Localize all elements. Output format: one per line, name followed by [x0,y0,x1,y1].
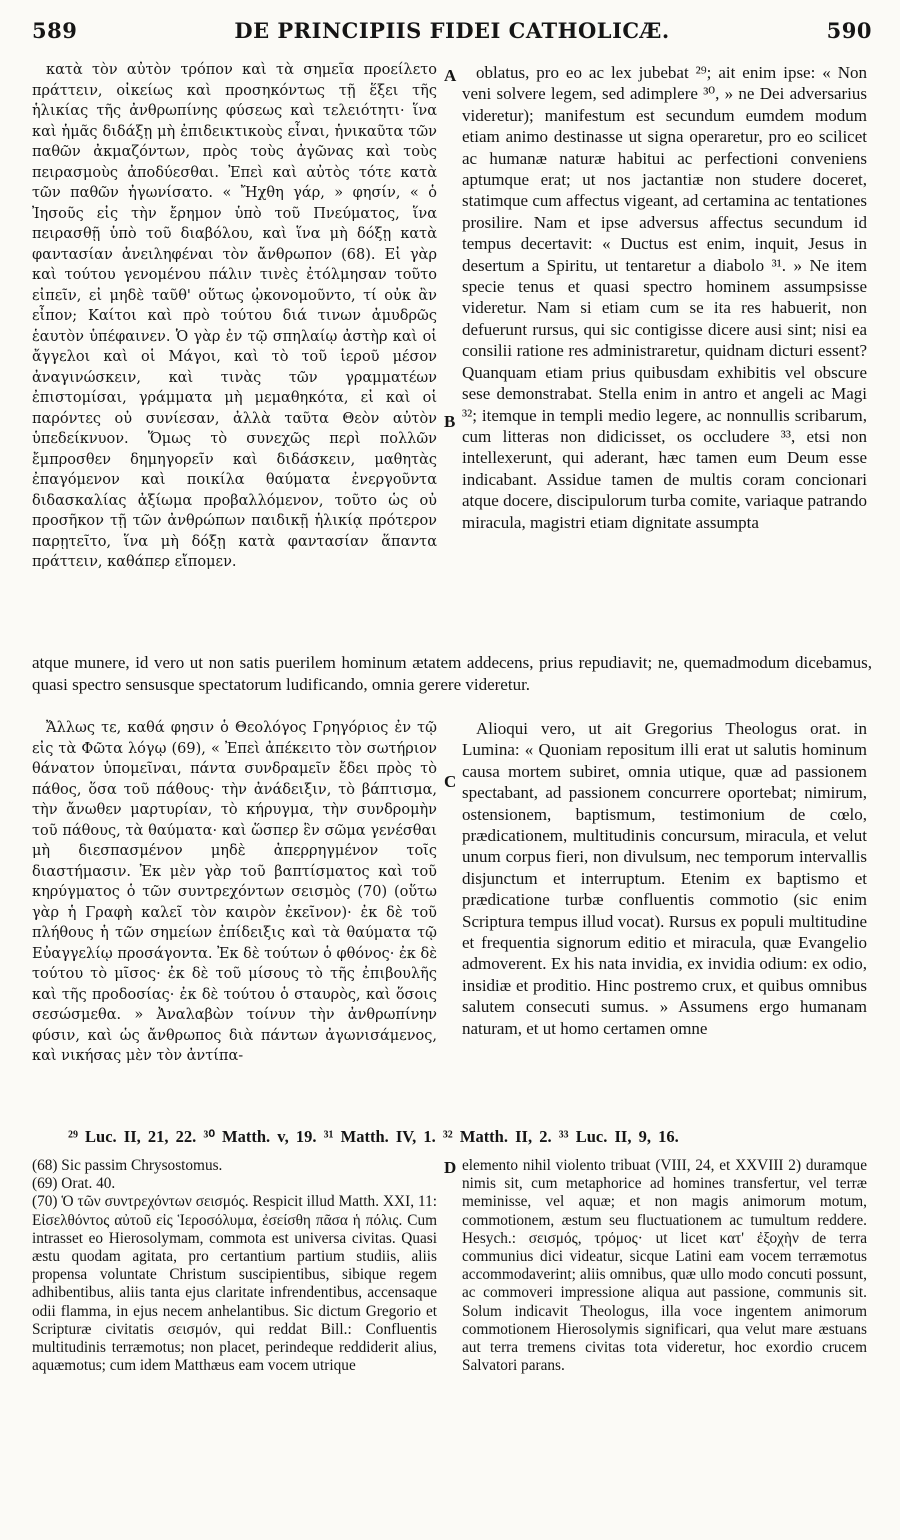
margin-marker-c: C [444,772,457,791]
page-number-right: 590 [826,18,872,43]
greek-column-2 [32,718,437,1113]
footnotes-left [32,1157,437,1512]
greek-text-1: κατὰ τὸν αὐτὸν τρόπον καὶ τὰ σημεῖα προείλετο πράττειν, οἰκείως καὶ προσηκόντως τῇ ἕξει τῆς ἡλικίας τῆς ἀνθρωπίνης φύσεως καὶ τελειότητι· ἵνα καὶ ἡμᾶς διδάξῃ μὴ ἐπιδεικτικοὺς εἶναι, ἡνικαῦτα τῶν παθῶν ἀκμαζόντων, πρὸς τοὺς ἀγῶνας καὶ τοὺς πειρασμοὺς ἀποδύεσθαι. Ἐπεὶ καὶ αὐτὸς τότε κατὰ τῶν παθῶν ἠγωνίσατο. « Ἤχθη γάρ, » φησίν, « ὁ Ἰησοῦς εἰς τὴν ἔρημον ὑπὸ τοῦ Πνεύματος, ἵνα πειρασθῇ ὑπὸ τοῦ διαβόλου, καὶ ἵνα μὴ δόξῃ κατὰ φαντασίαν ἀνειληφέναι τὸν ἄνθρωπον (68). Εἰ γὰρ καὶ τούτου γενομένου πάλιν τινὲς ἐτόλμησαν τοῦτο εἰπεῖν, εἰ μηδὲ ταῦθ' οὕτως ᾠκονομοῦντο, τί οὐκ ἂν εἶπον; Καίτοι καὶ πρὸ τούτου διά τινων ἀμυδρῶς ἑαυτὸν ὑπέφαινεν. Ὁ γὰρ ἐν τῷ σπηλαίῳ ἀστὴρ καὶ οἱ ἄγγελοι καὶ οἱ Μάγοι, καὶ τὸ τοῦ ἱεροῦ μέσον ἀναγινώσκειν, καὶ τινὰς τῶν γραμματέων ἐπιστομίσαι, γράμματα μὴ μεμαθηκότα, εἰ καὶ οἱ παρόντες οὐ συνίεσαν, ἀλλὰ ταῦτα Θεὸν αὐτὸν ὑπεδείκνυον. Ὅμως τὸ συνεχῶς περὶ πολλῶν ἔμπροσθεν δημηγορεῖν καὶ διδάσκειν, μαθητὰς ἐπαγόμενον καὶ ποικίλα θαύματα ἐνεργοῦντα διδασκαλίας ἀξίωμα προβαλλόμενον, τοῦτο ὡς οὐ προσῆκον τῇ τῶν ἀνθρώπων παιδικῇ ἡλικίᾳ πρότερον παρῃτεῖτο, ἵνα μὴ δόξῃ κατὰ φαντασίαν ἅπαντα πράττειν, καθάπερ εἴπομεν. [32,62,437,570]
greek-text-2: Ἄλλως τε, καθά φησιν ὁ Θεολόγος Γρηγόριος ἐν τῷ εἰς τὰ Φῶτα λόγῳ (69), « Ἐπεὶ ἀπέκειτο τὸν σωτήριον θάνατον ὑπομεῖναι, πάντα συνδραμεῖν ἔδει πρὸς τὸ πάθος, ὅσα τοῦ πάθους· τὴν ἀνάδειξιν, τὸ βάπτισμα, τὴν ἄνωθεν μαρτυρίαν, τὸ κήρυγμα, τὴν συνδρομὴν τοῦ πάθους, τὰ θαύματα· καὶ ὥσπερ ἓν σῶμα γενέσθαι μὴ διεσπασμένον μηδὲ ἀπερρηγμένον τοῖς διαστήμασιν. Ἐκ μὲν γὰρ τοῦ βαπτίσματος καὶ τοῦ κηρύγματος ὁ τῶν συντρεχόντων σεισμὸς (70) (οὕτω γὰρ ἡ Γραφὴ καλεῖ τὸν καιρὸν ἐκεῖνον)· ἐκ δὲ τοῦ πλήθους ἡ τῶν σημείων ἐπίδειξις καὶ τὰ θαύματα τῷ Εὐαγγελίῳ προσάγοντα. Ἐκ δὲ τούτων ὁ φθόνος· ἐκ δὲ τούτου τὸ μῖσος· ἐκ δὲ τοῦ μίσους τὸ τῆς ἐπιβουλῆς καὶ τῆς προδοσίας· ἐκ δὲ τούτου ὁ σταυρὸς, καὶ ὅσοις σεσώσμεθα. » Ἀναλαβὼν τοίνυν τὴν ἀνθρωπίνην φύσιν, καὶ ὡς ἄνθρωπος διὰ πάντων ἀγωνισάμενος, καὶ νικήσας μὲν τὸν ἀντίπα- [32,720,437,1064]
margin-marker-a: A [444,66,457,85]
latin-text-2: Alioqui vero, ut ait Gregorius Theologus orat. in Lumina: « Quoniam repositum illi erat ut salutis hominum causa mortem subiret, omnia utique, quæ ad passionem spectabant, ad passionem concurrere oportebat; nimirum, ostensionem, baptismum, testimonium de cœlo, prædicationem, multitudinis concursum, miracula, et velut unum corpus fieri, non divulsum, nec temporum intervallis disjunctum et interruptum. Etenim ex baptismo et prædicatione turbæ confluentis commotio (sic enim Scriptura tempus illud vocat). Rursus ex populi multitudine et frequentia signorum editio et miracula, quæ Evangelio admoverent. Ex his nata invidia, ex invidia odium: ex odio, insidiæ et proditio. Hinc postremo crux, et quibus omnibus salutem consecuti sumus. » Assumens ergo humanam naturam, et ut homo certamen omne [462,719,867,1038]
page-number-left: 589 [32,18,78,43]
full-width-text: atque munere, id vero ut non satis puerilem hominum ætatem addecens, prius repudiavit; ne, quemadmodum dicebamus, quasi spectro sensusque spectatorum ludificando, omnia gerere videretur. [32,653,872,694]
footnotes-right [462,1157,867,1457]
margin-marker-d: D [444,1158,457,1177]
running-header [32,18,872,52]
latin-column-2 [462,718,867,1116]
footnote-69: (69) Orat. 40. [32,1175,116,1193]
latin-column-1 [462,62,867,652]
full-width-latin [32,652,872,718]
footnote-68: (68) Sic passim Chrysostomus. [32,1157,223,1174]
footnote-70: (70) Ὁ τῶν συντρεχόντων σεισμός. Respicit illud Matth. XXI, 11: Εἰσελθόντος αὐτοῦ εἰς Ἱεροσόλυμα, ἐσείσθη πᾶσα ἡ πόλις. Cum intrasset eo Hierosolymam, commota est universa civitas. Quasi æstu quodam agitata, pro certantium partium studiis, aliis propensa voluntate Christum suscipientibus, sibique regem adhibentibus, aliis tanta ejus claritate infrendentibus, accensaque odii flamma, in ejus necem anhelantibus. Sic dictum Gregorio et Scripturæ civitatis σεισμόν, qui reddat Bill.: Confluentis multitudinis terræmotus; non placet, perindeque reddiderit alius, aquæmotus; cum idem Matthæus eam vocem utrique [32,1193,437,1375]
margin-marker-b: B [444,412,456,431]
scripture-references: ²⁹ Luc. II, 21, 22. ³⁰ Matth. v, 19. ³¹ Matth. IV, 1. ³² Matth. II, 2. ³³ Luc. II, 9, 16. [68,1127,679,1146]
running-title: DE PRINCIPIIS FIDEI CATHOLICÆ. [234,18,670,43]
greek-column-1 [32,60,437,650]
latin-text-1: oblatus, pro eo ac lex jubebat ²⁹; ait enim ipse: « Non veni solvere legem, sed adimplere ³⁰, » ne Dei adversarius videretur); manifestum est secundum eumdem modum etiam animo destinasse ut signa operaretur, pro eo scilicet ac humanæ naturæ habitui ac perfectioni conveniens aptumque erat; ut nos jactantiæ non studere doceret, statimque cum affectus vigeant, ad certamina ac tentationes prosilire. Nam et ipse adversus affectus secundum id tempus decertavit: « Ductus est enim, inquit, Jesus in desertum a Spiritu, ut tentaretur a diabolo ³¹. » Ne item specie tenus et quasi spectro hominem assumpsisse videretur. Nam si etiam cum se ita res habuerit, non defuerunt rursus, qui sic contigisse dicere ausi sint; nisi ea consilii ratione res administraretur, quidnam dicturi essent? Quanquam etiam prius quibusdam exhibitis vel obscure sese demonstrabat. Stella enim in antro et angeli ac Magi ³²; itemque in templi medio legere, ac nonnullis scribarum, cum litteras non didicisset, os occludere ³³, etsi non intellexerunt, qui aderant, hæc tamen eum Deum esse indicabant. Assidue tamen de multis coram concionari atque docere, discipulorum turba comite, variaque patrando miracula, magistri etiam dignitate assumpta [462,63,867,532]
footnote-70-continued: elemento nihil violento tribuat (VIII, 24, et XXVIII 2) duramque nimis sit, cum metaphorice ad homines transfertur, vel terræ meminisse, vel aquæ; et non magis animorum motum, commotionem, æstum seu fluctuationem ac tumultum reddere. Hesych.: σεισμός, τρόμος· ut licet κατ' ἐξοχὴν de terra communius dici videatur, sicque Latini eam vocem terræmotus accommodaverint; aliis omnibus, quæ ullo modo concuti possunt, ac commoveri impressione aliqua aut passione, communis sit. Solum indicavit Theologus, illa voce ingentem animorum commotionem Hierosolymis significari, qua velut mare æstuans aut terra tremens civitas tota videretur, hoc exordio crucem Salvatori parans. [462,1157,867,1375]
